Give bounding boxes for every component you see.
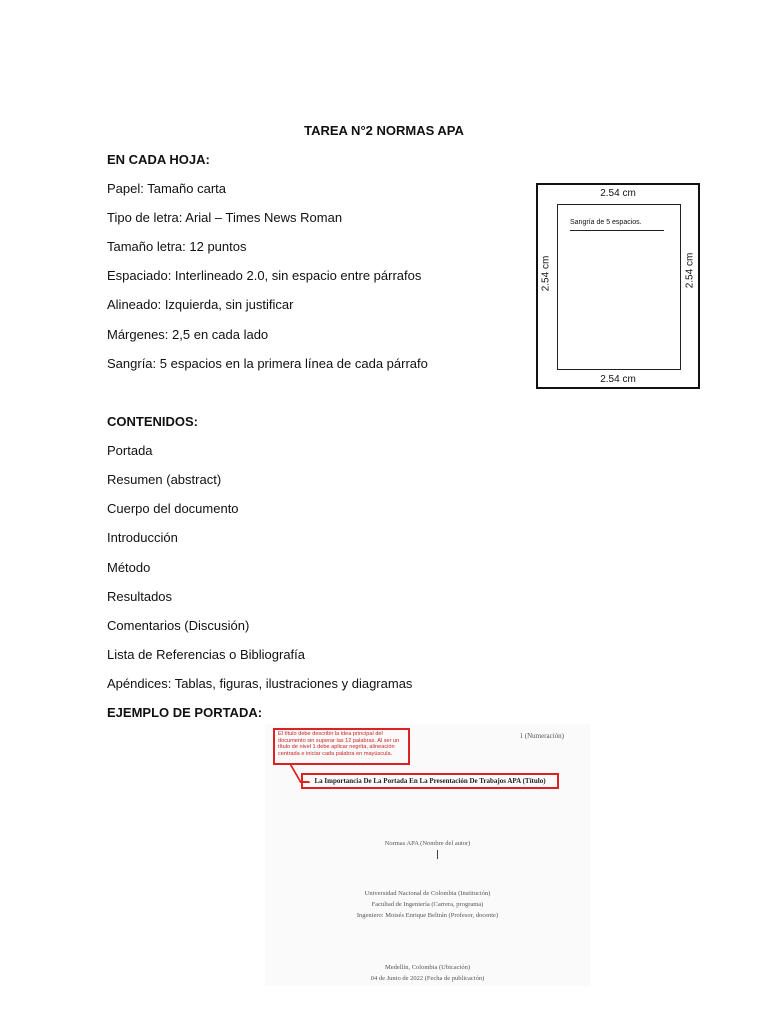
cover-author: Normas APA (Nombre del autor) xyxy=(384,840,471,847)
diagram-right-margin: 2.54 cm xyxy=(684,252,696,289)
text-cursor xyxy=(437,850,438,859)
content-item: Resultados xyxy=(107,589,173,604)
cover-institution: Universidad Nacional de Colombia (Institución) xyxy=(364,890,491,897)
content-item: Portada xyxy=(107,443,153,458)
rule-spacing: Espaciado: Interlineado 2.0, sin espacio entre párrafos xyxy=(107,268,422,283)
cover-page-number: 1 (Numeración) xyxy=(519,732,564,740)
diagram-indent-label: Sangría de 5 espacios. xyxy=(570,219,642,226)
cover-professor: Ingeniero: Moisés Enrique Beltrán (Profesor, docente) xyxy=(356,912,499,919)
content-item: Introducción xyxy=(107,530,178,545)
rule-font-size: Tamaño letra: 12 puntos xyxy=(107,239,247,254)
margins-diagram xyxy=(536,183,700,389)
diagram-bottom-margin: 2.54 cm xyxy=(600,374,636,385)
rule-indent: Sangría: 5 espacios en la primera línea de cada párrafo xyxy=(107,356,428,371)
rule-alignment: Alineado: Izquierda, sin justificar xyxy=(107,297,294,312)
cover-title: La Importancia De La Portada En La Presentación De Trabajos APA (Título) xyxy=(301,773,559,789)
section-heading-cover-example: EJEMPLO DE PORTADA: xyxy=(107,705,263,720)
rule-paper: Papel: Tamaño carta xyxy=(107,181,226,196)
content-item: Cuerpo del documento xyxy=(107,501,239,516)
document-title: TAREA N°2 NORMAS APA xyxy=(304,123,464,138)
diagram-text-area xyxy=(557,204,681,370)
cover-title-note: El título debe describir la idea principal del documento sin superar las 12 palabras. Al ser un título de nivel 1 debe aplicar negrita, alineación centrada e iniciar cada palabra en mayúscula. xyxy=(273,728,410,765)
rule-margins: Márgenes: 2,5 en cada lado xyxy=(107,327,269,342)
content-item: Apéndices: Tablas, figuras, ilustraciones y diagramas xyxy=(107,676,413,691)
cover-location: Medellín, Colombia (Ubicación) xyxy=(384,964,471,971)
content-item: Comentarios (Discusión) xyxy=(107,618,250,633)
cover-date: 04 de Junio de 2022 (Fecha de publicación) xyxy=(370,975,485,982)
section-heading-contents: CONTENIDOS: xyxy=(107,414,198,429)
diagram-indent-line xyxy=(570,230,664,231)
section-heading-each-page: EN CADA HOJA: xyxy=(107,152,210,167)
content-item: Resumen (abstract) xyxy=(107,472,222,487)
rule-font: Tipo de letra: Arial – Times News Roman xyxy=(107,210,343,225)
content-item: Método xyxy=(107,560,151,575)
diagram-top-margin: 2.54 cm xyxy=(600,188,636,199)
cover-example-image xyxy=(265,724,590,986)
cover-faculty: Facultad de Ingeniería (Carrera, programa) xyxy=(371,901,484,908)
content-item: Lista de Referencias o Bibliografía xyxy=(107,647,306,662)
diagram-left-margin: 2.54 cm xyxy=(540,255,552,292)
